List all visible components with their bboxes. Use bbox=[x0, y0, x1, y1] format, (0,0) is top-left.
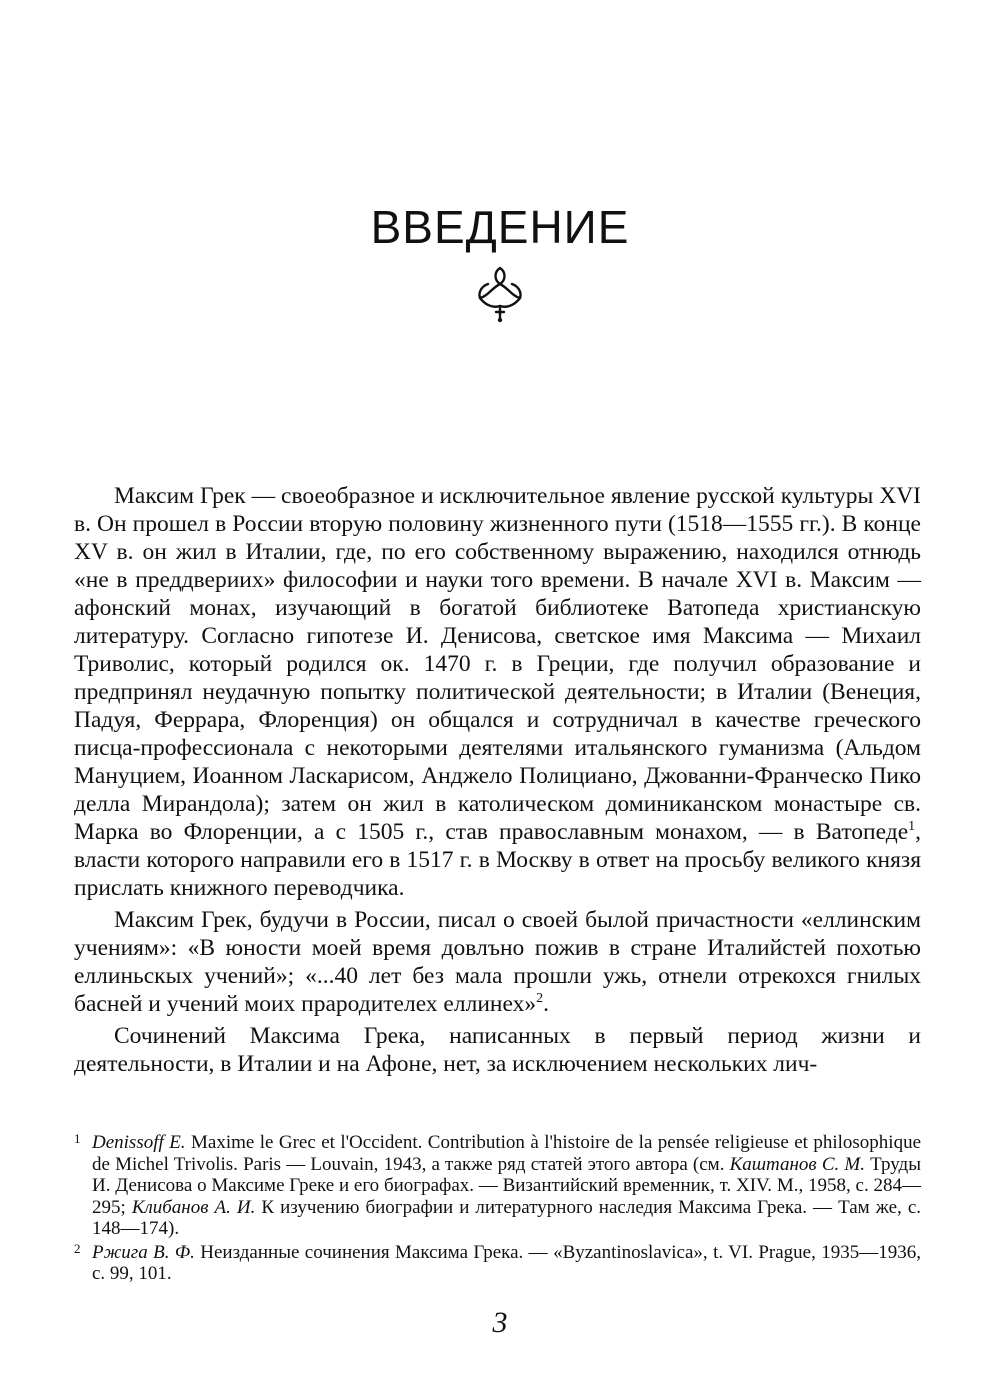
footnote-author: Клибанов А. И. bbox=[131, 1196, 256, 1218]
footnote-number: 2 bbox=[74, 1240, 81, 1256]
footnote-author: Ржига В. Ф. bbox=[92, 1241, 195, 1263]
footnote-2 bbox=[74, 1242, 921, 1285]
paragraph-text: , власти которого направили его в 1517 г. в Москву в ответ на просьбу великого князя прислать книжного переводчика. bbox=[74, 819, 921, 901]
main-text bbox=[74, 482, 921, 1078]
footnote-1 bbox=[74, 1132, 921, 1240]
paragraph-text: Максим Грек — своеобразное и исключительное явление русской культуры XVI в. Он прошел в России вторую половину жизненного пути (1518—1555 гг.). В конце XV в. он жил в Италии, где, по его собственному выражению, находился отнюдь «не в преддвериих» философии и науки того времени. В начале XVI в. Максим — афонский монах, изучающий в богатой библиотеке Ватопеда христианскую литературу. Согласно гипотезе И. Денисова, светское имя Максима — Михаил Триволис, который родился ок. 1470 г. в Греции, где получил образование и предпринял неудачную попытку политической деятельности; в Италии (Венеция, Падуя, Феррара, Флоренция) он общался и сотрудничал в качестве греческого писца-профессионала с некоторыми деятелями итальянского гуманизма (Альдом Мануцием, Иоанном Ласкарисом, Анджело Полициано, Джованни-Франческо Пико делла Мирандола); затем он жил в католическом доминиканском монастыре св. Марка во Флоренции, а с 1505 г., став православным монахом, — в Ватопеде bbox=[74, 483, 921, 845]
paragraph-text: . bbox=[543, 991, 549, 1017]
bell-flower-ornament-icon bbox=[470, 262, 530, 324]
footnote-text: К изучению биографии и литературного наследия Максима Грека. — Там же, с. 148—174). bbox=[92, 1196, 921, 1239]
chapter-title: ВВЕДЕНИЕ bbox=[370, 201, 630, 253]
paragraph-2 bbox=[74, 906, 921, 1018]
footnote-author: Каштанов С. М. bbox=[729, 1153, 865, 1175]
footnotes bbox=[74, 1132, 921, 1287]
footnote-number: 1 bbox=[74, 1131, 81, 1146]
footnote-ref-2: 2 bbox=[536, 991, 544, 1007]
paragraph-text: Максим Грек, будучи в России, писал о своей былой причастности «еллинским учениям»: «В юности моей время довлъно пожив в стране Италийстей похотью еллиньскых учений»; «...40 лет без мала прошли ужь, отнели отрекохся гнилых басней и учений моих прародителех еллинех» bbox=[74, 907, 921, 1017]
page-number: 3 bbox=[492, 1306, 508, 1339]
footnote-text: Неизданные сочинения Максима Грека. — «Byzantinoslavica», t. VI. Prague, 1935—1936, с. 99, 101. bbox=[92, 1241, 921, 1284]
paragraph-3 bbox=[74, 1022, 921, 1078]
footnote-text: Maxime le Grec et l'Occident. Contribution à l'histoire de la pensée religieuse et philosophique de Michel Trivolis. Paris — Louvain, 1943, а также ряд статей этого автора (см. bbox=[92, 1132, 921, 1175]
paragraph-1 bbox=[74, 482, 921, 902]
footnote-ref-1: 1 bbox=[908, 819, 916, 835]
footnote-text: Труды И. Денисова о Максиме Греке и его биографах. — Византийский временник, т. XIV. М., 1958, с. 284—295; bbox=[92, 1153, 921, 1218]
footnote-author: Denissoff E. bbox=[92, 1132, 186, 1153]
paragraph-text: Сочинений Максима Грека, написанных в первый период жизни и деятельности, в Италии и на Афоне, нет, за исключением нескольких лич- bbox=[74, 1023, 921, 1077]
